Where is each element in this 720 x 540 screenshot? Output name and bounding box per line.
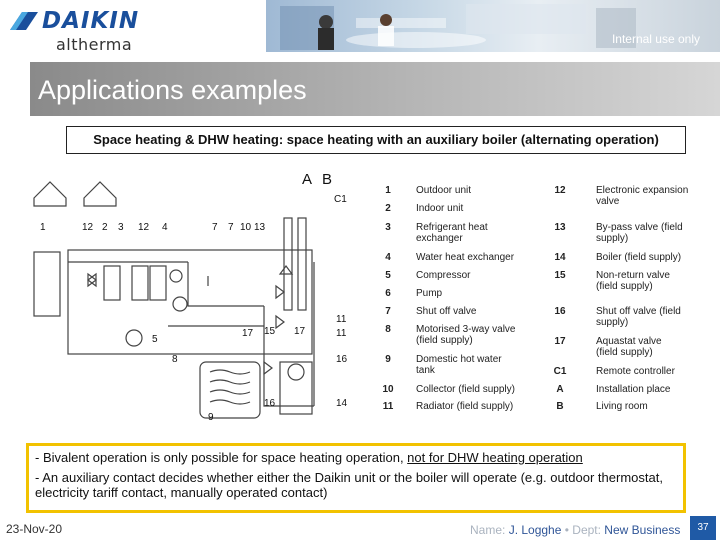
diagram-num: 16 — [264, 398, 276, 409]
daikin-logo — [8, 8, 173, 52]
note-line-1: - Bivalent operation is only possible for space heating operation, not for DHW heating operation — [35, 450, 583, 465]
diagram-num: 17 — [294, 326, 306, 337]
diagram-num: 9 — [208, 412, 214, 423]
footer-date: 23-Nov-20 — [6, 522, 63, 536]
diagram-num: 16 — [336, 354, 348, 365]
diagram-num: 14 — [336, 398, 348, 409]
column-label-a: A — [302, 171, 313, 188]
internal-use-label: Internal use only — [611, 32, 700, 46]
diagram-num: 2 — [102, 222, 108, 233]
diagram-num: 13 — [254, 222, 266, 233]
house-icon-a — [34, 182, 66, 206]
page-number: 37 — [690, 516, 716, 540]
diagram-num: 10 — [240, 222, 252, 233]
diagram-num: 7 — [212, 222, 218, 233]
note-line-2: - An auxiliary contact decides whether either the Daikin unit or the boiler will operate (e.g. outdoor thermostat, electricity tariff contact, manually operated contact) — [35, 470, 663, 500]
page-title: Applications examples — [38, 75, 307, 105]
column-label-b: B — [322, 171, 333, 188]
house-icon-b — [84, 182, 116, 206]
diagram-num: 12 — [82, 222, 94, 233]
diagram-num: 8 — [172, 354, 178, 365]
diagram-num: 11 — [336, 328, 347, 339]
diagram-num: 5 — [152, 334, 158, 345]
diagram-num: 11 — [336, 314, 347, 325]
diagram-num: 7 — [228, 222, 234, 233]
hydraulic-schematic — [28, 166, 368, 426]
diagram-num: 17 — [242, 328, 254, 339]
note-box — [26, 443, 686, 513]
diagram-num: 12 — [138, 222, 150, 233]
diagram-num: 15 — [264, 326, 276, 337]
header-photo — [266, 0, 720, 52]
logo-brand: DAIKIN — [42, 8, 140, 34]
logo-product: altherma — [56, 35, 133, 54]
title-bar — [30, 62, 720, 116]
daikin-wing-icon — [8, 10, 42, 32]
header — [0, 0, 720, 54]
subtitle: Space heating & DHW heating: space heating with an auxiliary boiler (alternating operation) — [66, 126, 686, 154]
diagram-num: 3 — [118, 222, 124, 233]
diagram-num: 4 — [162, 222, 168, 233]
diagram-num: 1 — [40, 222, 46, 233]
diagram-legend: 1 Outdoor unit 2 Indoor unit 3 Refrigerant heat exchanger 4 Water heat exchanger 5 Compressor 6 Pump 7 Shut off valve 8 Motorised 3-way valve (field supply) 9 Domestic hot water tank 10 Collector (field supply) 11 Radiator (field supply) 12 Electronic expansion valve 13 By-pass valve (field supply) 14 Boiler (field supply) 15 Non-return valve (field supply) 16 Shut off valve (field supply) 17 Aquastat valve (field supply) C1 Remote controller A Installation place B Living room — [382, 185, 689, 412]
footer-author: Name: J. Logghe • Dept: New Business — [470, 523, 681, 537]
column-label-c1: C1 — [334, 194, 347, 205]
